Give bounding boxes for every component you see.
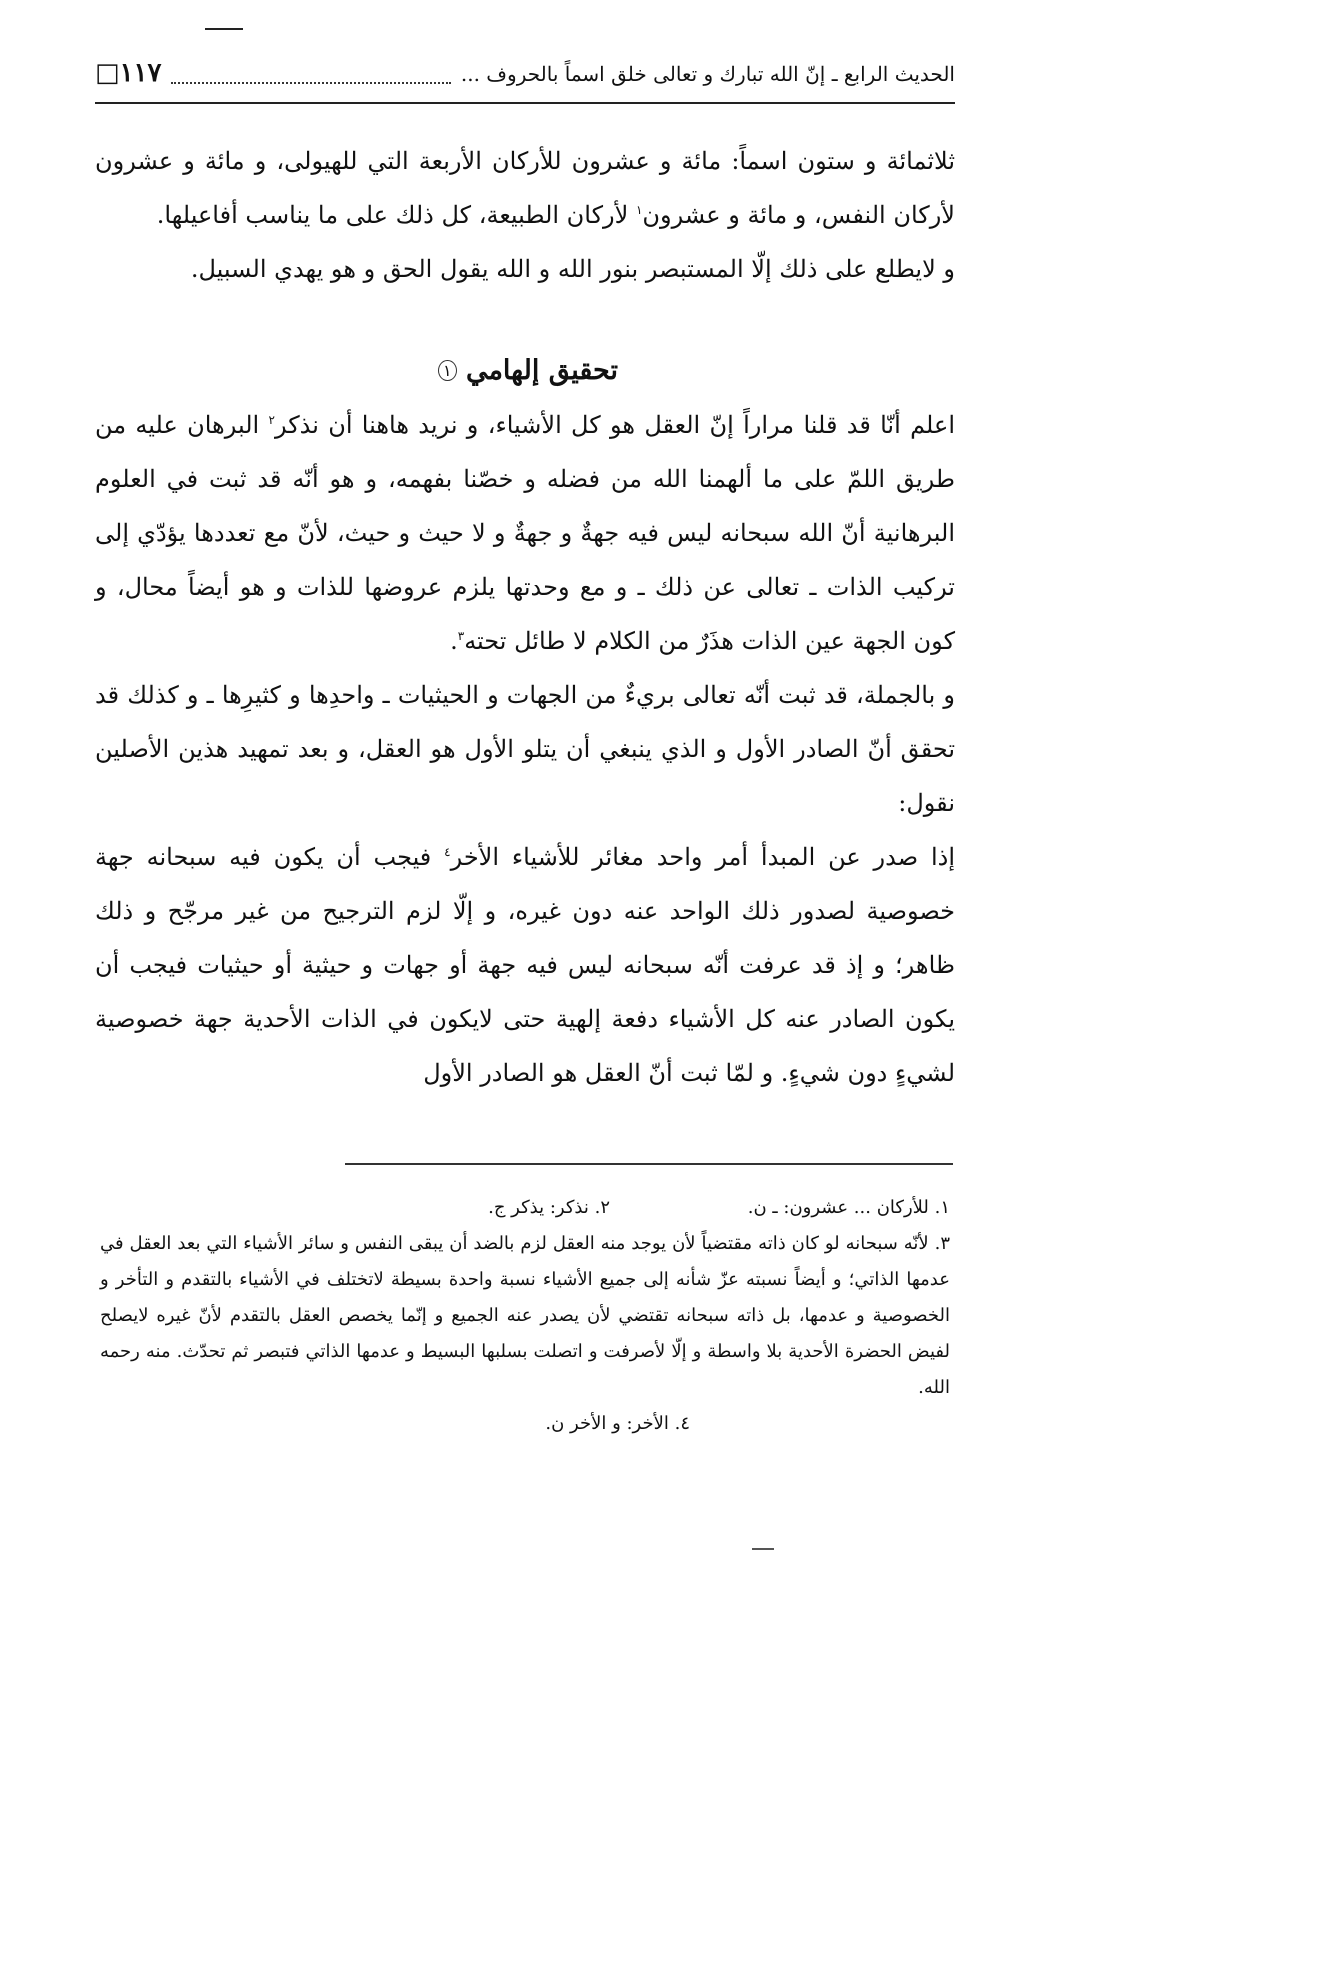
- handwritten-margin-mark: ١: [438, 360, 457, 381]
- footnote-rule: [345, 1163, 953, 1165]
- page-number: □١١٧: [95, 58, 162, 88]
- running-header: [95, 58, 955, 96]
- footnote-2: ٢. نذكر: يذكر ج.: [488, 1197, 610, 1218]
- paragraph-2: و لايطلع على ذلك إلّا المستبصر بنور الله و الله يقول الحق و هو يهدي السبيل.: [190, 255, 955, 283]
- header-leader-dots: [171, 70, 450, 84]
- page-number-box-icon: □: [95, 58, 120, 88]
- footnote-3: ٣. لأنّه سبحانه لو كان ذاته مقتضياً لأن يوجد منه العقل لزم بالضد أن يبقى النفس و سائر الأشياء التي بعد العقل في عدمها الذاتي؛ و أيضاً نسبته عزّ شأنه إلى جميع الأشياء نسبة واحدة بسيطة لاتختلف في الأشياء بالتقدم و التأخر و الخصوصية و عدمها، بل ذاته سبحانه تقتضي لأن يصدر عنه الجميع و إنّما يخصص العقل بالتقدم لأنّ غيره لايصلح لفيض الحضرة الأحدية بلا واسطة و إلّا لأصرفت و اتصلت بسلبها البسيط و عدمها الذاتي فتبصر ثم تحدّث. منه رحمه الله.: [100, 1233, 950, 1398]
- bottom-edge-mark: [752, 1548, 774, 1550]
- section-title: تحقيق إلهامي $^١$: [95, 344, 955, 398]
- footnote-ref-4: ٤: [444, 845, 451, 859]
- footnote-ref-3: ٣: [457, 629, 465, 643]
- footnote-4: ٤. الأخر: و الأخر ن.: [545, 1413, 690, 1434]
- footnote-ref-1: ١: [635, 203, 643, 217]
- footnote-row-1: [100, 1190, 950, 1226]
- footnotes: [100, 1190, 950, 1442]
- paragraph-3: اعلم أنّا قد قلنا مراراً إنّ العقل هو كل الأشياء، و نريد هاهنا أن نذكر$^٢$ البرهان عليه من طريق اللمّ على ما ألهمنا الله من فضله و خصّنا بفهمه، و هو أنّه قد ثبت في العلوم البرهانية أنّ الله سبحانه ليس فيه جهةٌ و جهةٌ و لا حيث و حيث، لأنّ مع تعددها يؤدّي إلى تركيب الذات ـ تعالى عن ذلك ـ و مع وحدتها يلزم عروضها للذات و هو أيضاً محال، و كون الجهة عين الذات هذَرٌ من الكلام لا طائل تحته$^٣$.: [95, 411, 955, 655]
- footnote-1: ١. للأركان ... عشرون: ـ ن.: [747, 1197, 950, 1218]
- paragraph-5: إذا صدر عن المبدأ أمر واحد مغائر للأشياء الأخر$^٤$ فيجب أن يكون فيه سبحانه جهة خصوصية لصدور ذلك الواحد عنه دون غيره، و إلّا لزم الترجيح من غير مرجّح و ذلك ظاهر؛ و إذ قد عرفت أنّه سبحانه ليس فيه جهة أو جهات و حيثية أو حيثيات فيجب أن يكون الصادر عنه كل الأشياء دفعة إلهية حتى لايكون في الذات الأحدية جهة خصوصية لشيءٍ دون شيءٍ. و لمّا ثبت أنّ العقل هو الصادر الأول: [95, 843, 956, 1087]
- footnote-ref-2: ٢: [268, 413, 275, 427]
- main-text: [95, 134, 955, 1100]
- top-edge-mark: [205, 28, 243, 30]
- paragraph-4: و بالجملة، قد ثبت أنّه تعالى بريءٌ من الجهات و الحيثيات ـ واحدِها و كثيرِها ـ و كذلك قد تحقق أنّ الصادر الأول و الذي ينبغي أن يتلو الأول هو العقل، و بعد تمهيد هذين الأصلين نقول:: [95, 681, 955, 817]
- running-title: الحديث الرابع ـ إنّ الله تبارك و تعالى خلق اسماً بالحروف ...: [460, 62, 955, 86]
- paragraph-1: ثلاثمائة و ستون اسماً: مائة و عشرون للأركان الأربعة التي للهيولى، و مائة و عشرون لأركان النفس، و مائة و عشرون$^١$ لأركان الطبيعة، كل ذلك على ما يناسب أفاعيلها.: [95, 147, 955, 229]
- page: [95, 58, 955, 1100]
- header-rule: [95, 102, 955, 104]
